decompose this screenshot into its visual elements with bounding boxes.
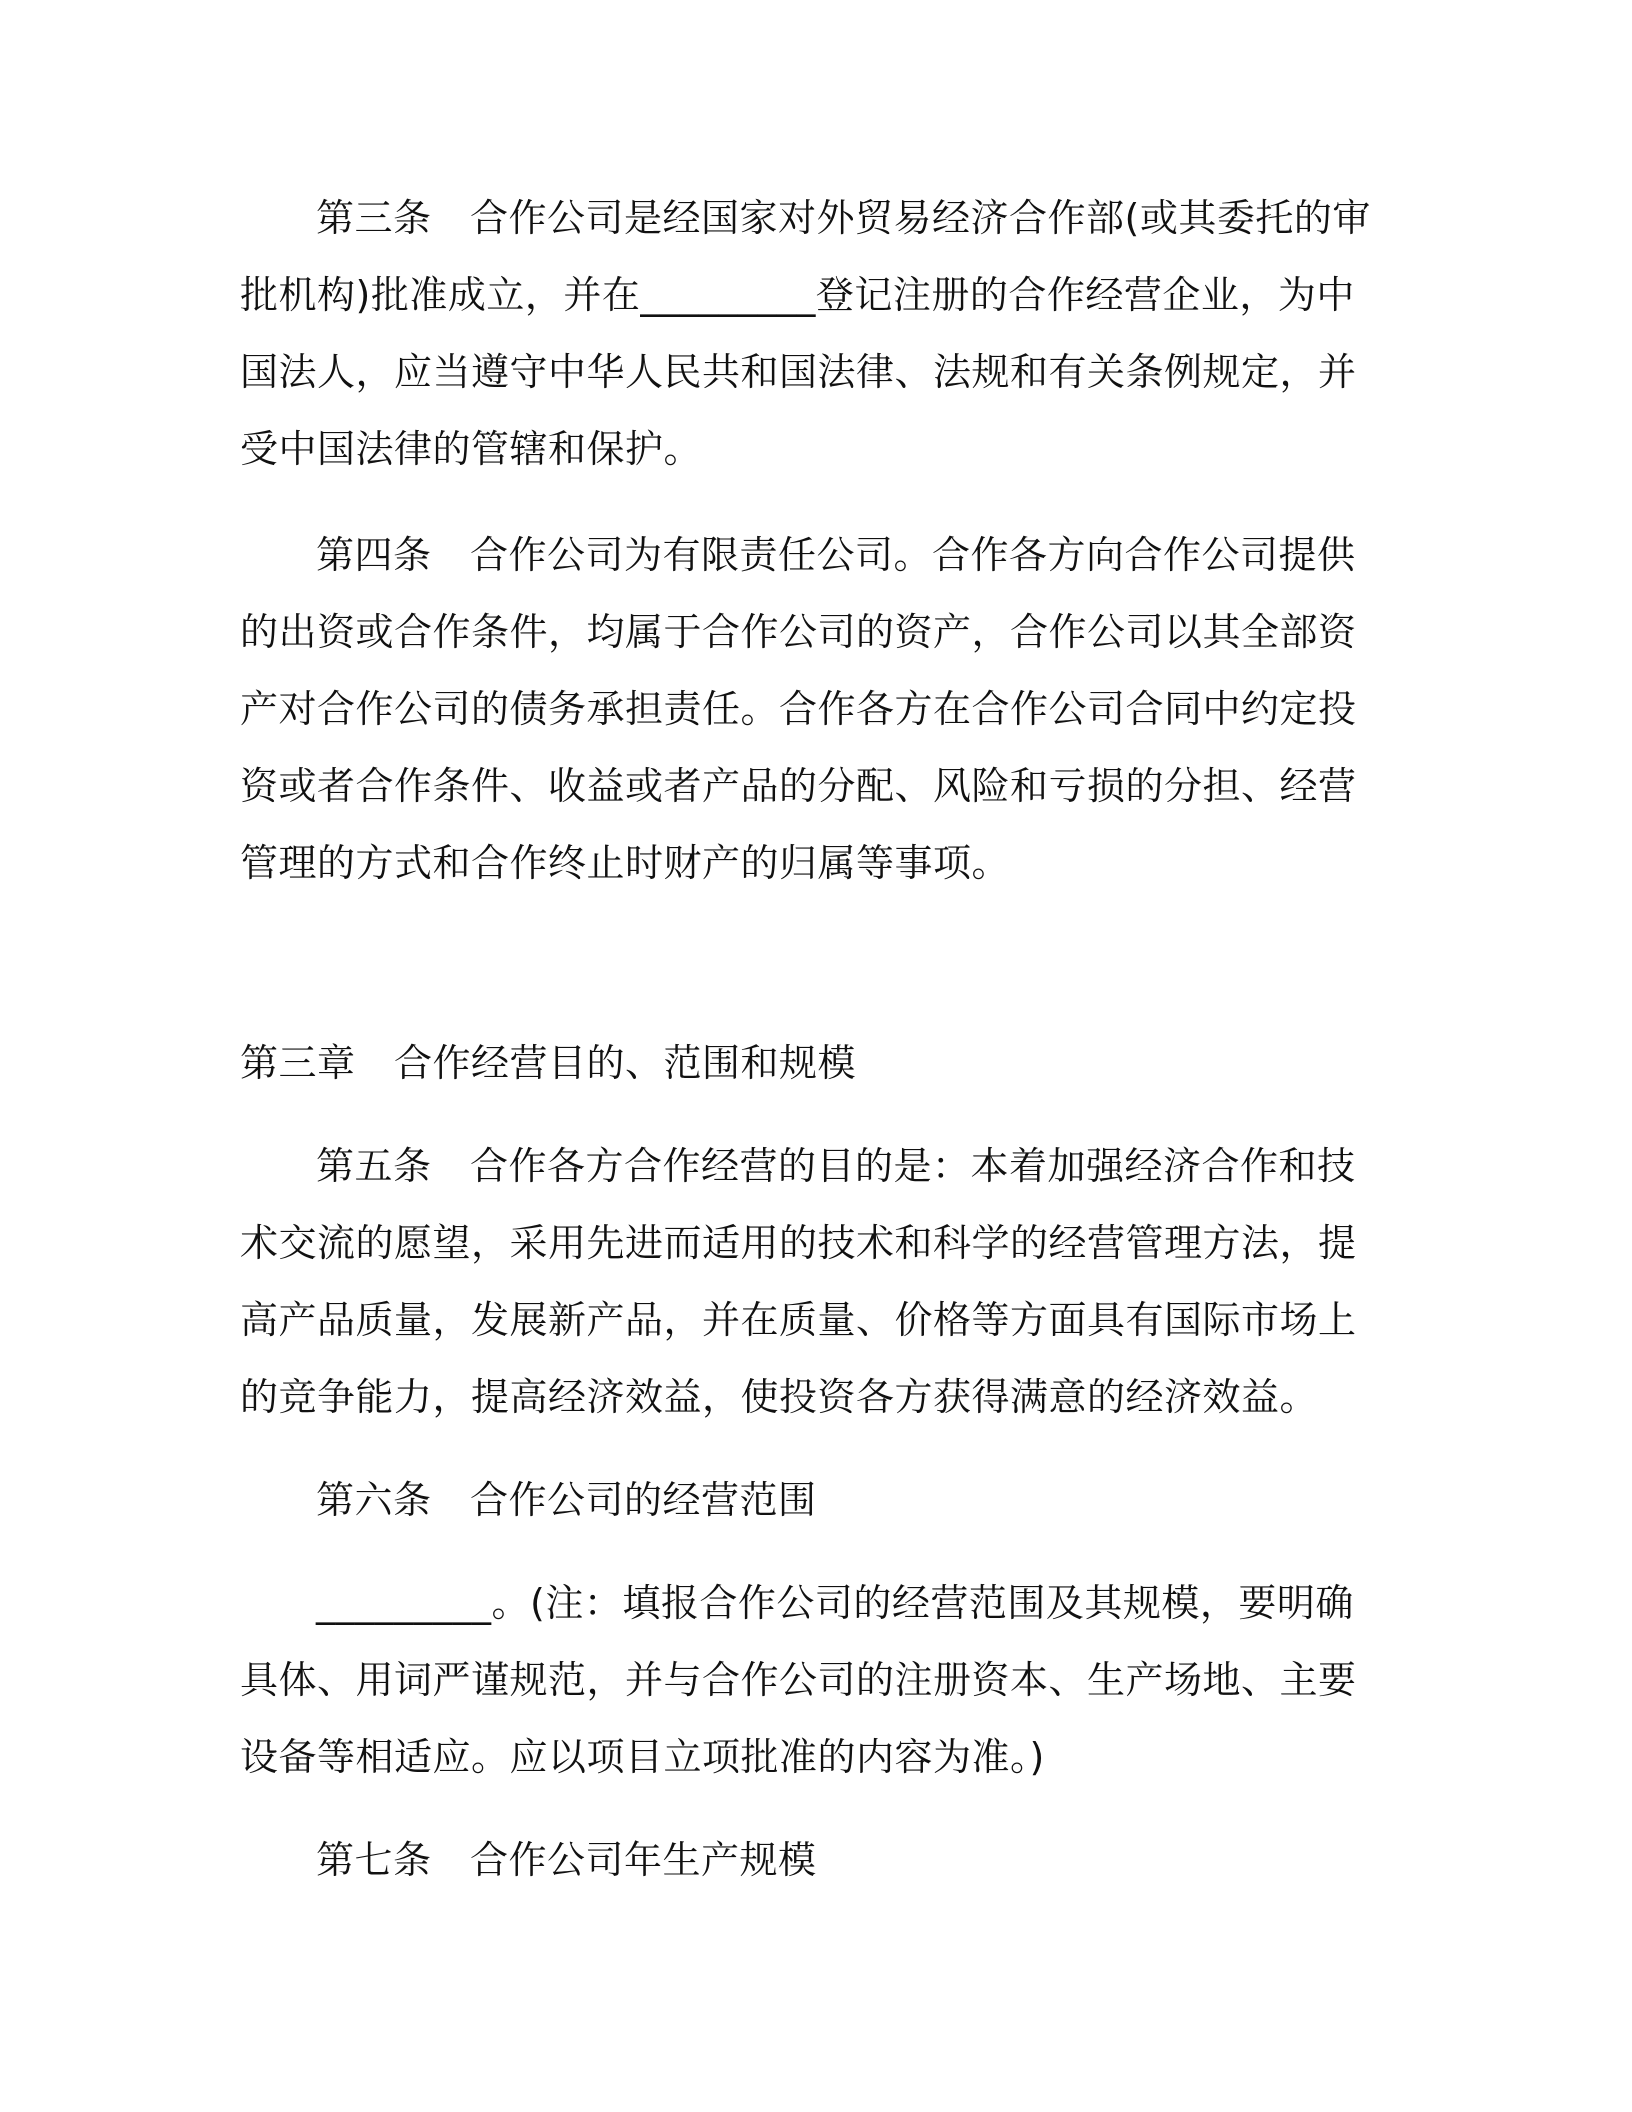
article-6-paragraph: 第六条 合作公司的经营范围 bbox=[316, 1478, 817, 1522]
article-7-paragraph: 第七条 合作公司年生产规模 bbox=[316, 1838, 817, 1882]
article-6-note-paragraph: _________。(注：填报合作公司的经营范围及其规模，要明确具体、用词严谨规范，并与合作公司的注册资本、生产场地、主要设备等相适应。应以项目立项批准的内容为准。) bbox=[240, 1581, 1357, 1779]
article-5-paragraph: 第五条 合作各方合作经营的目的是：本着加强经济合作和技术交流的愿望，采用先进而适用的技术和科学的经营管理方法，提高产品质量，发展新产品，并在质量、价格等方面具有国际市场上的竞争能力，提高经济效益，使投资各方获得满意的经济效益。 bbox=[240, 1144, 1357, 1419]
chapter-3-heading: 第三章 合作经营目的、范围和规模 bbox=[240, 1041, 857, 1085]
article-4-paragraph: 第四条 合作公司为有限责任公司。合作各方向合作公司提供的出资或合作条件，均属于合作公司的资产，合作公司以其全部资产对合作公司的债务承担责任。合作各方在合作公司合同中约定投资或者合作条件、收益或者产品的分配、风险和亏损的分担、经营管理的方式和合作终止时财产的归属等事项。 bbox=[240, 533, 1357, 885]
article-3-paragraph: 第三条 合作公司是经国家对外贸易经济合作部(或其委托的审批机构)批准成立，并在_________登记注册的合作经营企业，为中国法人，应当遵守中华人民共和国法律、法规和有关条例规定，并受中国法律的管辖和保护。 bbox=[240, 196, 1371, 471]
